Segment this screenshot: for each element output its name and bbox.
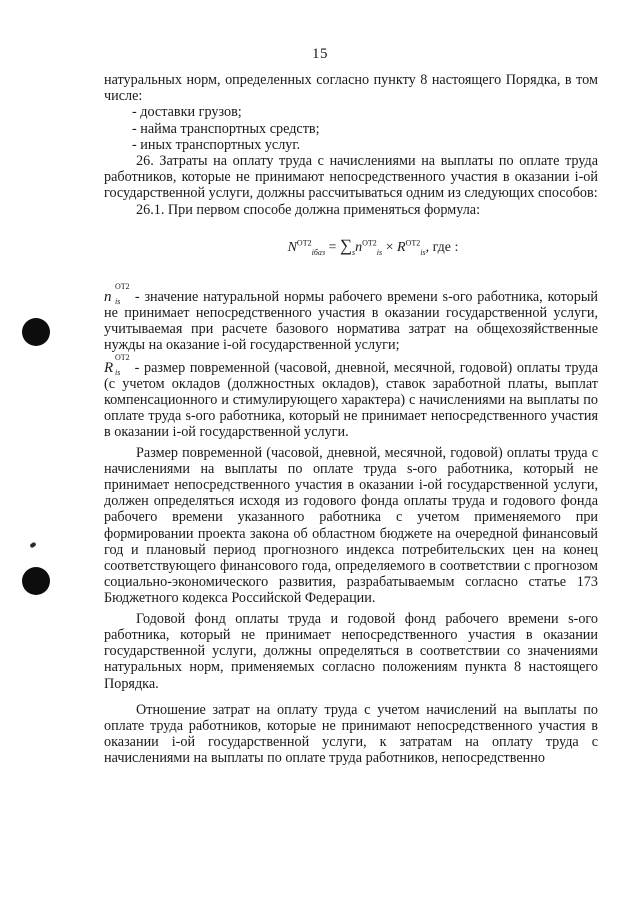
punch-hole-top [22,318,50,346]
paragraph-continuation: натуральных норм, определенных согласно пункту 8 настоящего Порядка, в том числе: [104,72,598,105]
paragraph-fund: Годовой фонд оплаты труда и годовой фонд рабочего времени s-ого работника, который не принимает непосредственного участия в оказании государственной услуги, должны определяться в соответствии со значениями натуральных норм, применяемых согласно положениям пункта 8 настоящего Порядка. [104,610,598,692]
punch-hole-bottom [22,567,50,595]
paragraph-26: 26. Затраты на оплату труда с начислениями на выплаты по оплате труда работников, которые не принимают непосредственного участия в оказании i-ой государственной услуги, должны рассчитываться одним из следующих способов: [104,153,598,202]
formula-equals: = [324,239,340,255]
formula-n: $n^{ОТ2}_{is}$ [355,238,383,257]
paragraph-26-1: 26.1. При первом способе должна применяться формула: [136,201,481,218]
list-item: - найма транспортных средств; [132,120,320,137]
list-item: - иных транспортных услуг. [132,136,301,153]
definition-r: R ОТ2 is - размер повременной (часовой, дневной, месячной, годовой) оплаты труда (с учетом окладов (должностных окладов), ставок заработной платы, выплат компенсационного и стимулирующего характера) с начислениями на выплаты по оплате труда s-ого работника, который не принимает непосредственного участия в оказании i-ой государственной услуги. [104,352,598,441]
formula-r: $R^{ОТ2}_{is}$ [397,238,426,257]
formula [104,235,598,261]
scan-mark [29,542,36,549]
definition-n: n ОТ2 is - значение натуральной нормы рабочего времени s-ого работника, который не принимает непосредственного участия в оказании государственной услуги, учитываемая при расчете базового норматива затрат на общехозяйственные нужды на оказание i-ой государственной услуги; [104,281,598,354]
formula-times: × [382,239,398,255]
symbol-r: R ОТ2 is [104,352,130,377]
document-body [104,72,598,767]
symbol-n: n ОТ2 is [104,281,130,306]
formula-sum: $\sum_s$ [339,235,356,257]
paragraph-size: Размер повременной (часовой, дневной, месячной, годовой) оплаты труда с начислениями на выплаты по оплате труда s-ого работника, который не принимает непосредственного участия в оказании i-ой государственной услуги, должен определяться исходя из годового фонда оплаты труда и годового фонда рабочего времени указанного работника с учетом применяемого при формировании проекта закона об областном бюджете на очередной финансовый год и плановый период прогнозного индекса потребительских цен на конец соответствующего финансового года, определяемого в соответствии с прогнозом социально-экономического развития, разрабатываемым согласно статье 173 Бюджетного кодекса Российской Федерации. [104,444,598,607]
page-number: 15 [312,46,328,62]
list-item: - доставки грузов; [132,104,242,121]
paragraph-ratio: Отношение затрат на оплату труда с учетом начислений на выплаты по оплате труда работников, которые не принимают непосредственного участия в оказании i-ой государственной услуги, к затратам на оплату труда с начислениями на выплаты по оплате труда работников, непосредственно [104,701,598,767]
formula-tail: , где : [425,239,459,255]
formula-lhs: $N^{ОТ2}_{iбаз}$ [287,238,325,257]
